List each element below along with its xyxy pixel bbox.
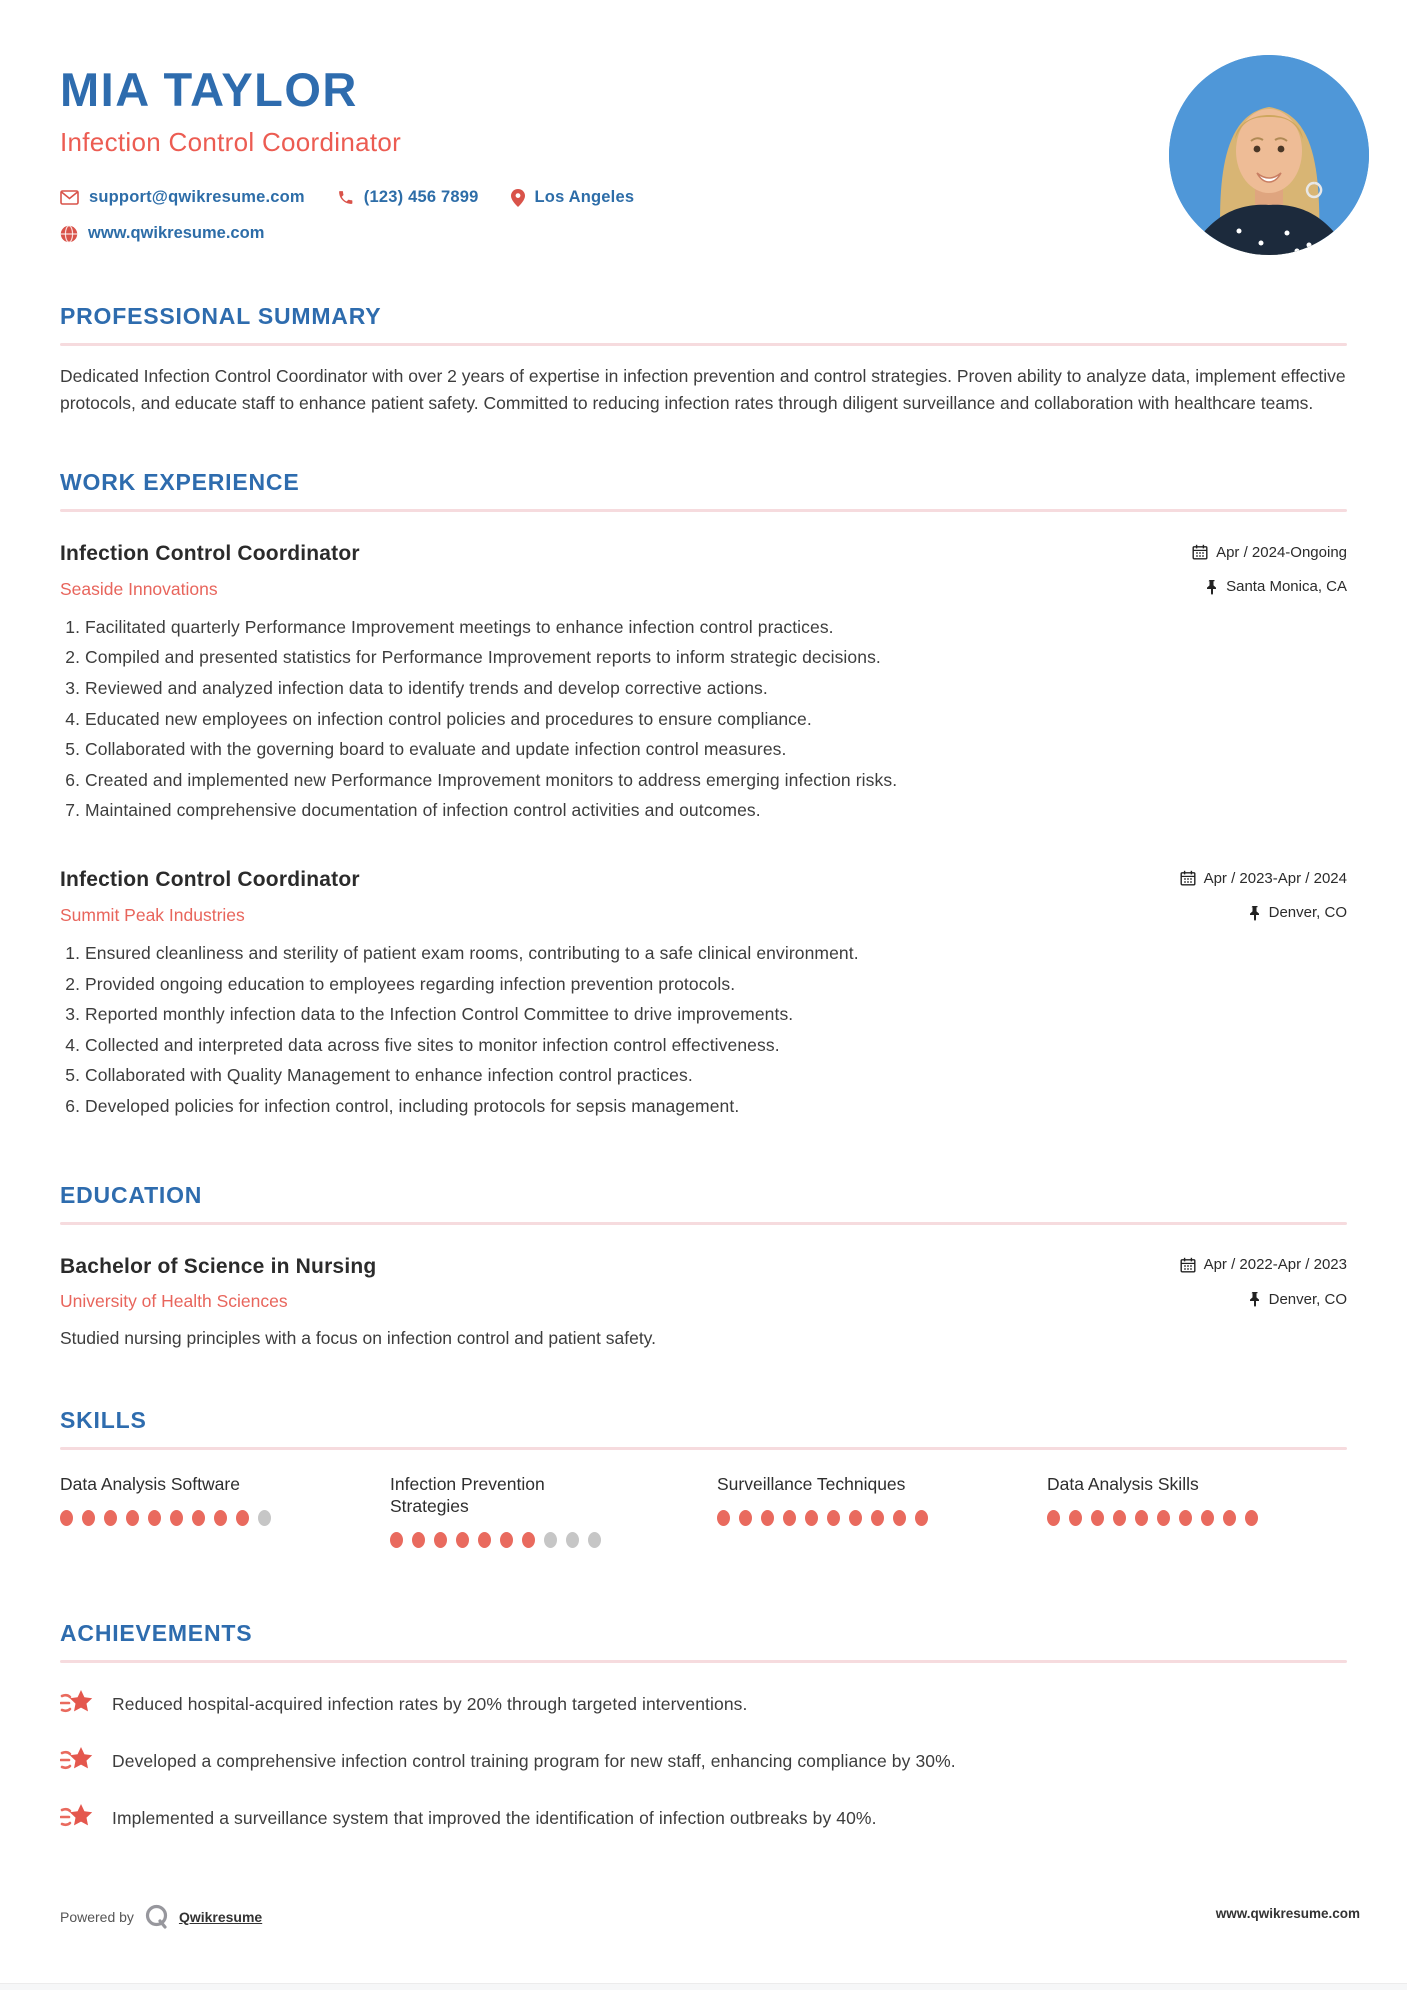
skill-dot: [1201, 1510, 1214, 1526]
skill-dot: [739, 1510, 752, 1526]
calendar-icon: [1180, 1257, 1196, 1273]
person-name: MIA TAYLOR: [60, 63, 358, 116]
education-location: Denver, CO: [1249, 1291, 1347, 1308]
achievement-text: Implemented a surveillance system that improved the identification of infection outbreaks by 40%.: [112, 1807, 877, 1828]
skill-item: [60, 1474, 390, 1548]
achievements-heading: ACHIEVEMENTS: [60, 1620, 253, 1647]
skill-dot: [717, 1510, 730, 1526]
globe-icon: [60, 225, 78, 243]
skill-dot: [849, 1510, 862, 1526]
location-pin-icon: [511, 189, 525, 207]
skill-dot: [783, 1510, 796, 1526]
pushpin-icon: [1249, 905, 1261, 921]
skill-name: Data Analysis Software: [60, 1474, 240, 1495]
footer-powered-by: [60, 1903, 262, 1930]
skill-dot: [192, 1510, 205, 1526]
job-dates: Apr / 2024-Ongoing: [1192, 544, 1347, 561]
powered-by-label: Powered by: [60, 1908, 134, 1925]
website-row: [60, 224, 1347, 243]
skill-dot: [522, 1532, 535, 1548]
location-text: Los Angeles: [534, 188, 635, 206]
job-company: Summit Peak Industries: [60, 904, 245, 925]
summary-heading: PROFESSIONAL SUMMARY: [60, 303, 382, 329]
achievement-item: [60, 1745, 1347, 1777]
pushpin-icon: [1249, 1291, 1261, 1307]
skill-dot: [1113, 1510, 1126, 1526]
job-bullet: 2. Compiled and presented statistics for Performance Improvement reports to inform strategic decisions.: [85, 646, 1347, 669]
job-dates: Apr / 2023-Apr / 2024: [1180, 870, 1347, 887]
job-bullet: 5. Collaborated with Quality Management to enhance infection control practices.: [85, 1064, 1347, 1087]
skill-name: Surveillance Techniques: [717, 1474, 906, 1495]
skill-item: [717, 1474, 1047, 1548]
star-burst-icon: [60, 1745, 94, 1777]
calendar-icon: [1180, 870, 1196, 886]
job-bullet: 6. Developed policies for infection control, including protocols for sepsis management.: [85, 1095, 1347, 1118]
profile-photo: [1169, 55, 1369, 255]
skill-dot: [805, 1510, 818, 1526]
skill-dot: [148, 1510, 161, 1526]
skill-item: [390, 1474, 717, 1548]
skill-rating: [390, 1532, 717, 1548]
star-burst-icon: [60, 1688, 94, 1720]
job-bullet: 2. Provided ongoing education to employees regarding infection prevention protocols.: [85, 973, 1347, 996]
job-location: Santa Monica, CA: [1206, 578, 1347, 595]
email-text[interactable]: support@qwikresume.com: [89, 188, 305, 206]
skill-dot: [1069, 1510, 1082, 1526]
skill-rating: [1047, 1510, 1347, 1526]
achievements-list: [60, 1688, 1347, 1834]
skill-dot: [544, 1532, 557, 1548]
pushpin-icon: [1206, 579, 1218, 595]
skill-dot: [915, 1510, 928, 1526]
person-job-title: Infection Control Coordinator: [60, 127, 402, 157]
school-name: University of Health Sciences: [60, 1291, 288, 1312]
skill-dot: [478, 1532, 491, 1548]
skill-dot: [566, 1532, 579, 1548]
skill-dot: [761, 1510, 774, 1526]
education-heading: EDUCATION: [60, 1181, 203, 1208]
job-bullet: 4. Educated new employees on infection control policies and procedures to ensure compliance.: [85, 708, 1347, 731]
skill-name: Infection Prevention Strategies: [390, 1474, 545, 1517]
skill-dot: [1223, 1510, 1236, 1526]
section-summary: [60, 303, 1347, 417]
skill-dot: [390, 1532, 403, 1548]
star-burst-icon: [60, 1802, 94, 1834]
job-entry: [60, 542, 1347, 822]
skill-dot: [1135, 1510, 1148, 1526]
skill-dot: [893, 1510, 906, 1526]
skill-dot: [82, 1510, 95, 1526]
skill-rating: [60, 1510, 390, 1526]
skills-grid: [60, 1474, 1347, 1548]
job-title: Infection Control Coordinator: [60, 542, 360, 566]
skill-dot: [871, 1510, 884, 1526]
skill-rating: [717, 1510, 1047, 1526]
achievement-item: [60, 1688, 1347, 1720]
section-experience: [60, 469, 1347, 1118]
job-title: Infection Control Coordinator: [60, 868, 360, 892]
skills-heading: SKILLS: [60, 1407, 147, 1434]
section-education: [60, 1182, 1347, 1350]
skill-dot: [827, 1510, 840, 1526]
skill-dot: [412, 1532, 425, 1548]
skill-dot: [104, 1510, 117, 1526]
job-bullet: 3. Reviewed and analyzed infection data to identify trends and develop corrective actions.: [85, 677, 1347, 700]
contact-location: [511, 188, 635, 207]
skill-item: [1047, 1474, 1347, 1548]
website-text[interactable]: www.qwikresume.com: [88, 224, 265, 242]
section-divider: [60, 1222, 1347, 1225]
section-divider: [60, 509, 1347, 512]
skill-dot: [434, 1532, 447, 1548]
skill-dot: [456, 1532, 469, 1548]
job-bullet: 1. Facilitated quarterly Performance Improvement meetings to enhance infection control practices.: [85, 616, 1347, 639]
envelope-icon: [60, 190, 79, 205]
section-divider: [60, 343, 1347, 346]
job-bullet: 7. Maintained comprehensive documentation of infection control activities and outcomes.: [85, 799, 1347, 822]
contact-email: [60, 188, 305, 207]
phone-text: (123) 456 7899: [363, 188, 479, 206]
education-description: Studied nursing principles with a focus on infection control and patient safety.: [60, 1328, 656, 1349]
summary-text: Dedicated Infection Control Coordinator with over 2 years of expertise in infection prevention and control strategies. Proven ability to analyze data, implement effective protocols, and educate staff to enhance patient safety. Committed to reducing infection rates through diligent surveillance and collaboration with healthcare teams.: [60, 366, 1346, 414]
achievement-item: [60, 1802, 1347, 1834]
skill-dot: [214, 1510, 227, 1526]
qwikresume-link[interactable]: Qwikresume: [178, 1908, 263, 1925]
section-achievements: [60, 1620, 1347, 1834]
skill-dot: [1245, 1510, 1258, 1526]
skill-dot: [126, 1510, 139, 1526]
job-bullets: [60, 616, 1347, 823]
footer-website[interactable]: www.qwikresume.com: [1215, 1906, 1360, 1921]
qwikresume-logo: [143, 1903, 170, 1930]
section-divider: [60, 1660, 1347, 1663]
skill-dot: [1157, 1510, 1170, 1526]
skill-name: Data Analysis Skills: [1047, 1474, 1199, 1495]
job-bullets: [60, 942, 1347, 1118]
calendar-icon: [1192, 544, 1208, 560]
education-entry: [60, 1255, 1347, 1350]
contact-row: [60, 188, 1347, 207]
job-bullet: 4. Collected and interpreted data across five sites to monitor infection control effectiveness.: [85, 1034, 1347, 1057]
job-company: Seaside Innovations: [60, 578, 218, 599]
achievement-text: Developed a comprehensive infection control training program for new staff, enhancing compliance by 30%.: [112, 1750, 956, 1771]
skill-dot: [588, 1532, 601, 1548]
skill-dot: [60, 1510, 73, 1526]
skill-dot: [1047, 1510, 1060, 1526]
job-bullet: 1. Ensured cleanliness and sterility of patient exam rooms, contributing to a safe clinical environment.: [85, 942, 1347, 965]
skill-dot: [236, 1510, 249, 1526]
education-dates: Apr / 2022-Apr / 2023: [1180, 1256, 1347, 1273]
skill-dot: [258, 1510, 271, 1526]
experience-heading: WORK EXPERIENCE: [60, 469, 300, 496]
job-entry: [60, 868, 1347, 1118]
section-skills: [60, 1407, 1347, 1548]
skill-dot: [1179, 1510, 1192, 1526]
skill-dot: [1091, 1510, 1104, 1526]
achievement-text: Reduced hospital-acquired infection rates by 20% through targeted interventions.: [112, 1693, 748, 1714]
header: [60, 62, 1347, 243]
section-divider: [60, 1447, 1347, 1450]
skill-dot: [170, 1510, 183, 1526]
contact-phone: [337, 188, 479, 207]
degree-title: Bachelor of Science in Nursing: [60, 1254, 377, 1278]
phone-icon: [337, 189, 354, 206]
job-location: Denver, CO: [1249, 904, 1347, 921]
job-bullet: 6. Created and implemented new Performance Improvement monitors to address emerging infection risks.: [85, 769, 1347, 792]
job-bullet: 3. Reported monthly infection data to the Infection Control Committee to drive improvements.: [85, 1003, 1347, 1026]
skill-dot: [500, 1532, 513, 1548]
page-bottom-strip: [0, 1983, 1407, 1990]
job-bullet: 5. Collaborated with the governing board to evaluate and update infection control measures.: [85, 738, 1347, 761]
